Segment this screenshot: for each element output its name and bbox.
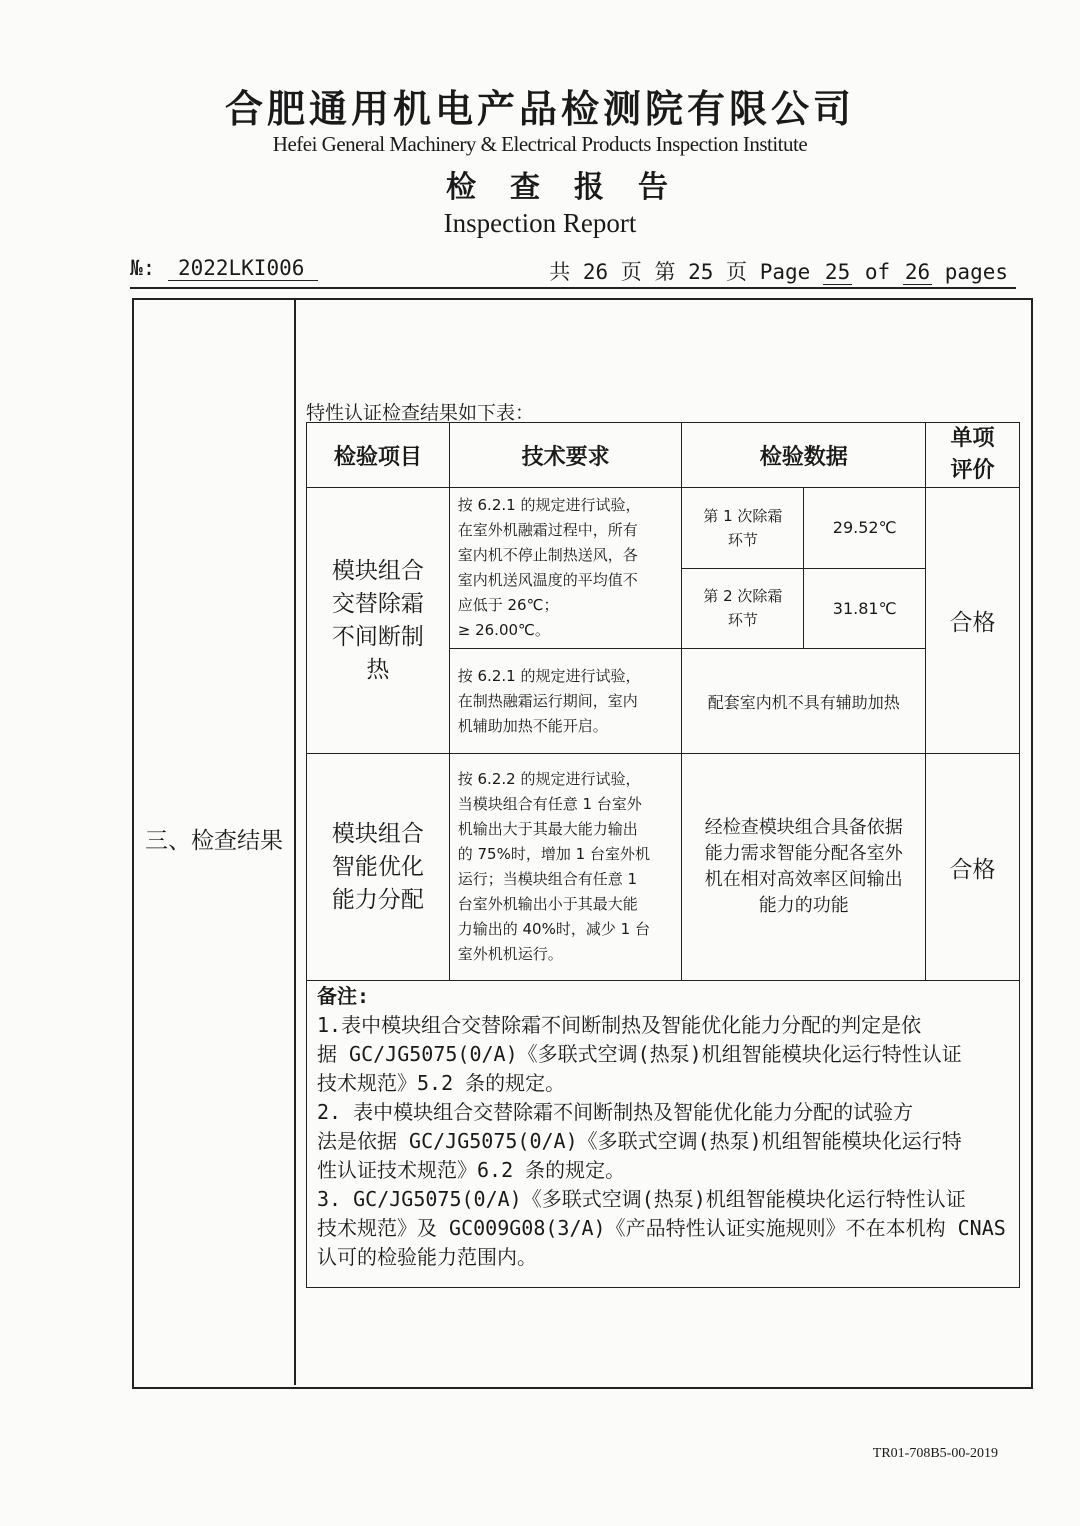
note-line: 1.表中模块组合交替除霜不间断制热及智能优化能力分配的判定是依: [317, 1013, 922, 1037]
req-line: 力输出的 40%时，减少 1 台: [457, 920, 650, 938]
req-line: 的 75%时，增加 1 台室外机: [457, 845, 650, 863]
req-line: 机辅助加热不能开启。: [457, 716, 608, 735]
req-line: 室外机机运行。: [457, 945, 563, 963]
note-line: 性认证技术规范》6.2 条的规定。: [317, 1158, 626, 1182]
item-line: 不间断制: [331, 623, 424, 650]
req-line: 室内机送风温度的平均值不: [457, 571, 638, 589]
req-line: 按 6.2.1 的规定进行试验，: [457, 666, 641, 685]
item-line: 热: [366, 656, 390, 683]
table-row: [307, 488, 1020, 569]
item-line: 交替除霜: [331, 590, 424, 617]
defrost-1-value: 29.52℃: [804, 488, 926, 569]
sub-label-line: 第 2 次除霜: [703, 587, 783, 606]
requirement-defrost-temp: [449, 488, 682, 649]
header-verdict-line: 评价: [950, 458, 995, 483]
header-item: 检验项目: [307, 423, 450, 488]
header-verdict-line: 单项: [950, 426, 995, 451]
note-line: 2. 表中模块组合交替除霜不间断制热及智能优化能力分配的试验方: [317, 1100, 914, 1124]
req-line: 应低于 26℃；: [457, 596, 559, 614]
report-title-en: Inspection Report: [443, 208, 637, 238]
requirement-aux-heat: [449, 649, 682, 754]
requirement-capacity: [449, 754, 682, 981]
verdict-row1: 合格: [926, 488, 1020, 754]
section-label: 三、检查结果: [145, 828, 283, 854]
req-line: 当模块组合有任意 1 台室外: [457, 795, 642, 813]
report-title-cn: 检查报告: [446, 170, 702, 205]
item-line: 能力分配: [331, 886, 424, 913]
defrost-2-value: 31.81℃: [804, 568, 926, 649]
institute-name-en: Hefei General Machinery & Electrical Products Inspection Institute: [272, 132, 808, 156]
req-line: 运行；当模块组合有任意 1: [457, 870, 638, 888]
req-line: 台室外机输出小于其最大能: [457, 895, 638, 913]
item-line: 模块组合: [331, 557, 424, 584]
page-suffix: pages: [944, 260, 1008, 284]
data-aux-heat: 配套室内机不具有辅助加热: [682, 649, 926, 754]
sub-label-line: 第 1 次除霜: [703, 506, 783, 525]
item-line: 智能优化: [331, 853, 424, 880]
page-current-cn: 第 25 页: [654, 260, 748, 284]
page-current: 25: [824, 260, 851, 284]
form-code: TR01-708B5-00-2019: [872, 1446, 998, 1461]
results-table: [306, 422, 1020, 981]
note-line: 技术规范》5.2 条的规定。: [317, 1071, 566, 1095]
note-line: 技术规范》及 GC009G08(3/A)《产品特性认证实施规则》不在本机构 CNAS: [317, 1216, 1006, 1240]
page-indicator: [549, 256, 1008, 286]
institute-name-cn: 合肥通用机电产品检测院有限公司: [224, 86, 855, 131]
item-capacity-allocation: [307, 754, 450, 981]
req-line: 按 6.2.1 的规定进行试验，: [457, 496, 641, 514]
data-line: 能力需求智能分配各室外: [704, 843, 903, 864]
defrost-2-label: [682, 568, 804, 649]
table-row: [307, 754, 1020, 981]
page-of: of: [864, 260, 891, 284]
header-divider: [130, 287, 1016, 289]
req-line: 在制热融霜运行期间，室内: [457, 691, 638, 710]
req-line: ≥ 26.00℃。: [457, 621, 550, 639]
data-line: 机在相对高效率区间输出: [704, 869, 903, 890]
table-header-row: [307, 423, 1020, 488]
report-number: [130, 256, 318, 281]
item-line: 模块组合: [331, 820, 424, 847]
section-divider: [294, 298, 296, 1385]
report-number-value: 2022LKI006: [168, 256, 318, 281]
item-alternate-defrost: [307, 488, 450, 754]
header-data: 检验数据: [682, 423, 926, 488]
data-capacity: [682, 754, 926, 981]
table-intro: 特性认证检查结果如下表：: [306, 402, 535, 424]
verdict-row2: 合格: [926, 754, 1020, 981]
page-total: 26: [904, 260, 931, 284]
note-line: 法是依据 GC/JG5075(0/A)《多联式空调(热泵)机组智能模块化运行特: [317, 1129, 962, 1153]
page-total-cn: 共 26 页: [549, 260, 642, 284]
sub-label-line: 环节: [727, 611, 758, 630]
defrost-1-label: [682, 488, 804, 569]
header-requirement: 技术要求: [449, 423, 682, 488]
report-number-label: №:: [130, 256, 156, 280]
note-line: 3. GC/JG5075(0/A)《多联式空调(热泵)机组智能模块化运行特性认证: [317, 1187, 966, 1211]
req-line: 室内机不停止制热送风，各: [457, 546, 638, 564]
data-line: 经检查模块组合具备依据: [704, 817, 903, 838]
notes-title: 备注:: [317, 984, 370, 1008]
req-line: 在室外机融霜过程中，所有: [457, 521, 638, 539]
sub-label-line: 环节: [727, 530, 758, 549]
notes-box: [306, 978, 1020, 1288]
req-line: 机输出大于其最大能力输出: [457, 820, 638, 838]
note-line: 据 GC/JG5075(0/A)《多联式空调(热泵)机组智能模块化运行特性认证: [317, 1042, 962, 1066]
data-line: 能力的功能: [758, 895, 849, 916]
header-verdict: [926, 423, 1020, 488]
note-line: 认可的检验能力范围内。: [317, 1245, 537, 1269]
req-line: 按 6.2.2 的规定进行试验，: [457, 770, 641, 788]
page-label: Page: [759, 260, 811, 284]
